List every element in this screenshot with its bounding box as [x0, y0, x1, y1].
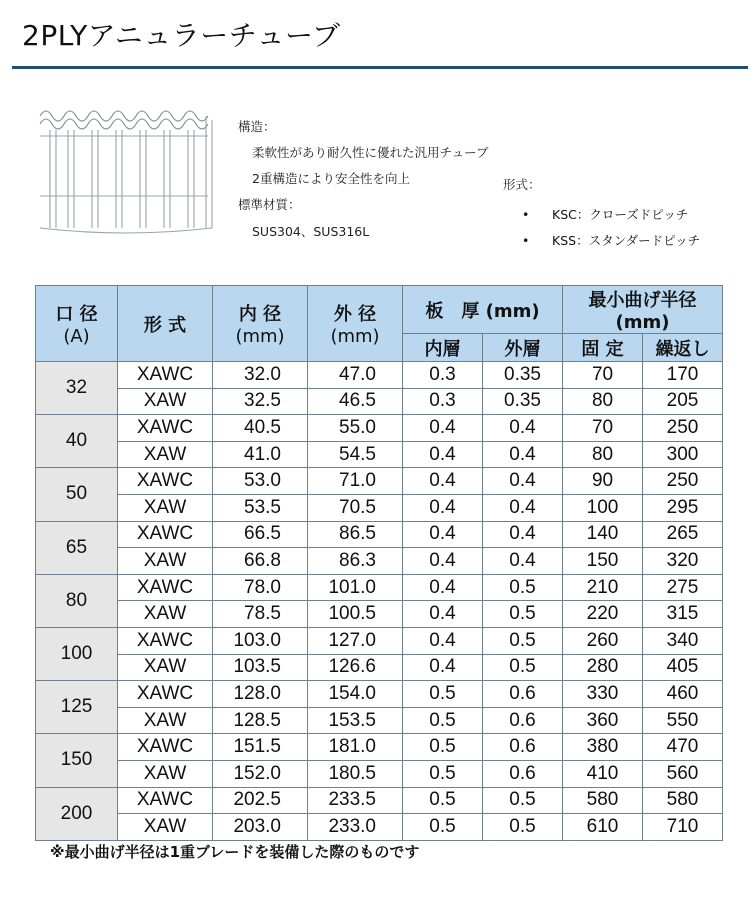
cell-bend-fixed: 210: [563, 574, 643, 601]
cell-inner-diameter: 152.0: [213, 760, 308, 787]
cell-size: 200: [36, 787, 118, 840]
cell-inner-diameter: 128.5: [213, 707, 308, 734]
type-item-text: KSC：クローズドピッチ: [552, 207, 689, 222]
cell-outer-diameter: 127.0: [308, 627, 403, 654]
cell-outer-diameter: 46.5: [308, 388, 403, 415]
cell-inner-diameter: 103.5: [213, 654, 308, 681]
cell-inner-diameter: 78.5: [213, 601, 308, 628]
header-outer-diameter: [308, 286, 403, 362]
cell-bend-repeat: 205: [643, 388, 723, 415]
cell-bend-fixed: 610: [563, 814, 643, 841]
cell-size: 100: [36, 627, 118, 680]
cell-inner-diameter: 41.0: [213, 441, 308, 468]
cell-bend-repeat: 265: [643, 521, 723, 548]
cell-thickness-outer: 0.35: [483, 362, 563, 389]
cell-type: XAWC: [118, 468, 213, 495]
header-bend-repeat: 繰返し: [643, 334, 723, 362]
cell-bend-repeat: 320: [643, 548, 723, 575]
cell-bend-fixed: 280: [563, 654, 643, 681]
cell-thickness-outer: 0.4: [483, 468, 563, 495]
cell-inner-diameter: 32.5: [213, 388, 308, 415]
cell-type: XAW: [118, 654, 213, 681]
cell-thickness-inner: 0.4: [403, 441, 483, 468]
cell-type: XAW: [118, 548, 213, 575]
cell-outer-diameter: 70.5: [308, 494, 403, 521]
cell-inner-diameter: 40.5: [213, 415, 308, 442]
cell-outer-diameter: 126.6: [308, 654, 403, 681]
type-item-text: KSS：スタンダードピッチ: [552, 233, 701, 248]
cell-thickness-inner: 0.4: [403, 468, 483, 495]
cell-bend-fixed: 330: [563, 681, 643, 708]
spec-table: [35, 285, 723, 841]
cell-outer-diameter: 181.0: [308, 734, 403, 761]
header-type: 形 式: [118, 286, 213, 362]
header-outer-diameter-label: 外 径: [333, 304, 377, 325]
type-item-ksc: [522, 205, 688, 223]
header-inner-diameter-unit: (mm): [235, 326, 285, 347]
cell-outer-diameter: 71.0: [308, 468, 403, 495]
cell-thickness-inner: 0.5: [403, 681, 483, 708]
cell-outer-diameter: 233.0: [308, 814, 403, 841]
table-row: [36, 681, 723, 708]
table-row: [36, 388, 723, 415]
cell-bend-repeat: 250: [643, 468, 723, 495]
cell-thickness-outer: 0.4: [483, 494, 563, 521]
table-row: [36, 548, 723, 575]
cell-bend-repeat: 250: [643, 415, 723, 442]
table-row: [36, 494, 723, 521]
cell-bend-repeat: 300: [643, 441, 723, 468]
cell-type: XAWC: [118, 521, 213, 548]
header-size: [36, 286, 118, 362]
table-row: [36, 468, 723, 495]
title-divider: [12, 66, 748, 69]
cell-thickness-inner: 0.4: [403, 601, 483, 628]
cell-bend-fixed: 80: [563, 441, 643, 468]
cell-thickness-outer: 0.5: [483, 627, 563, 654]
header-inner-diameter: [213, 286, 308, 362]
cell-type: XAWC: [118, 415, 213, 442]
cell-bend-repeat: 315: [643, 601, 723, 628]
cell-outer-diameter: 153.5: [308, 707, 403, 734]
cell-inner-diameter: 53.5: [213, 494, 308, 521]
cell-thickness-outer: 0.5: [483, 814, 563, 841]
table-row: [36, 654, 723, 681]
cell-thickness-outer: 0.35: [483, 388, 563, 415]
material-value: SUS304、SUS316L: [252, 224, 370, 239]
cell-thickness-inner: 0.4: [403, 415, 483, 442]
cell-thickness-outer: 0.4: [483, 521, 563, 548]
header-outer-diameter-unit: (mm): [330, 326, 380, 347]
cell-thickness-inner: 0.4: [403, 521, 483, 548]
cell-size: 125: [36, 681, 118, 734]
cell-thickness-inner: 0.4: [403, 494, 483, 521]
cell-type: XAW: [118, 760, 213, 787]
header-thickness-inner: 内層: [403, 334, 483, 362]
cell-outer-diameter: 47.0: [308, 362, 403, 389]
cell-thickness-outer: 0.4: [483, 548, 563, 575]
header-size-unit: (A): [63, 326, 90, 347]
cell-thickness-inner: 0.5: [403, 787, 483, 814]
page-title: 2PLYアニュラーチューブ: [22, 19, 341, 52]
cell-inner-diameter: 203.0: [213, 814, 308, 841]
material-label: 標準材質：: [238, 197, 301, 212]
table-row: [36, 627, 723, 654]
bullet-icon: •: [522, 207, 530, 222]
cell-type: XAW: [118, 388, 213, 415]
cell-thickness-outer: 0.4: [483, 415, 563, 442]
cell-type: XAWC: [118, 734, 213, 761]
cell-size: 50: [36, 468, 118, 521]
header-size-label: 口 径: [55, 304, 98, 325]
header-thickness: 板 厚 (mm): [403, 286, 563, 334]
cell-type: XAWC: [118, 787, 213, 814]
cell-bend-repeat: 295: [643, 494, 723, 521]
cell-type: XAWC: [118, 681, 213, 708]
cell-outer-diameter: 101.0: [308, 574, 403, 601]
cell-outer-diameter: 154.0: [308, 681, 403, 708]
cell-type: XAWC: [118, 574, 213, 601]
cell-bend-fixed: 80: [563, 388, 643, 415]
cell-bend-repeat: 470: [643, 734, 723, 761]
cell-thickness-outer: 0.6: [483, 707, 563, 734]
cell-outer-diameter: 55.0: [308, 415, 403, 442]
cell-thickness-outer: 0.5: [483, 654, 563, 681]
cell-bend-repeat: 170: [643, 362, 723, 389]
cell-type: XAW: [118, 814, 213, 841]
cell-thickness-outer: 0.6: [483, 760, 563, 787]
table-row: [36, 574, 723, 601]
cell-thickness-outer: 0.4: [483, 441, 563, 468]
cell-bend-repeat: 550: [643, 707, 723, 734]
cell-size: 40: [36, 415, 118, 468]
cell-thickness-inner: 0.5: [403, 734, 483, 761]
cell-thickness-inner: 0.4: [403, 654, 483, 681]
cell-inner-diameter: 128.0: [213, 681, 308, 708]
table-row: [36, 601, 723, 628]
cell-type: XAW: [118, 441, 213, 468]
tube-illustration: [38, 100, 216, 240]
cell-thickness-inner: 0.5: [403, 760, 483, 787]
cell-bend-repeat: 560: [643, 760, 723, 787]
cell-inner-diameter: 32.0: [213, 362, 308, 389]
cell-size: 80: [36, 574, 118, 627]
cell-bend-repeat: 275: [643, 574, 723, 601]
cell-bend-fixed: 140: [563, 521, 643, 548]
cell-outer-diameter: 86.5: [308, 521, 403, 548]
cell-inner-diameter: 66.8: [213, 548, 308, 575]
cell-thickness-outer: 0.6: [483, 734, 563, 761]
cell-bend-fixed: 410: [563, 760, 643, 787]
table-row: [36, 734, 723, 761]
cell-bend-fixed: 150: [563, 548, 643, 575]
type-item-kss: [522, 231, 700, 249]
cell-inner-diameter: 202.5: [213, 787, 308, 814]
cell-type: XAWC: [118, 627, 213, 654]
cell-outer-diameter: 54.5: [308, 441, 403, 468]
cell-size: 32: [36, 362, 118, 415]
cell-thickness-inner: 0.5: [403, 707, 483, 734]
header-inner-diameter-label: 内 径: [238, 304, 282, 325]
cell-bend-repeat: 460: [643, 681, 723, 708]
cell-thickness-outer: 0.5: [483, 601, 563, 628]
cell-thickness-outer: 0.5: [483, 787, 563, 814]
table-row: [36, 787, 723, 814]
cell-thickness-inner: 0.5: [403, 814, 483, 841]
header-thickness-outer: 外層: [483, 334, 563, 362]
cell-bend-fixed: 90: [563, 468, 643, 495]
cell-inner-diameter: 103.0: [213, 627, 308, 654]
structure-line-2: 2重構造により安全性を向上: [252, 171, 410, 186]
cell-bend-repeat: 580: [643, 787, 723, 814]
table-row: [36, 521, 723, 548]
cell-type: XAW: [118, 707, 213, 734]
cell-bend-fixed: 70: [563, 415, 643, 442]
table-row: [36, 707, 723, 734]
header-bend-fixed: 固 定: [563, 334, 643, 362]
cell-bend-repeat: 405: [643, 654, 723, 681]
cell-inner-diameter: 66.5: [213, 521, 308, 548]
table-row: [36, 441, 723, 468]
cell-size: 65: [36, 521, 118, 574]
type-label: 形式：: [503, 177, 541, 192]
cell-thickness-inner: 0.3: [403, 388, 483, 415]
cell-bend-repeat: 710: [643, 814, 723, 841]
cell-outer-diameter: 86.3: [308, 548, 403, 575]
structure-label: 構造：: [238, 119, 276, 134]
cell-type: XAW: [118, 494, 213, 521]
cell-thickness-inner: 0.3: [403, 362, 483, 389]
table-row: [36, 760, 723, 787]
cell-inner-diameter: 53.0: [213, 468, 308, 495]
table-row: [36, 415, 723, 442]
cell-bend-fixed: 70: [563, 362, 643, 389]
table-row: [36, 814, 723, 841]
cell-thickness-inner: 0.4: [403, 548, 483, 575]
table-row: [36, 362, 723, 389]
cell-size: 150: [36, 734, 118, 787]
structure-line-1: 柔軟性があり耐久性に優れた汎用チューブ: [252, 145, 489, 160]
cell-thickness-outer: 0.6: [483, 681, 563, 708]
cell-bend-fixed: 380: [563, 734, 643, 761]
cell-inner-diameter: 151.5: [213, 734, 308, 761]
header-bend-radius: 最小曲げ半径 (mm): [563, 286, 723, 334]
spec-table-body: [36, 362, 723, 841]
footnote: ※最小曲げ半径は1重ブレードを装備した際のものです: [50, 843, 420, 861]
cell-bend-fixed: 580: [563, 787, 643, 814]
cell-outer-diameter: 180.5: [308, 760, 403, 787]
bullet-icon: •: [522, 233, 530, 248]
cell-bend-fixed: 100: [563, 494, 643, 521]
cell-inner-diameter: 78.0: [213, 574, 308, 601]
cell-thickness-outer: 0.5: [483, 574, 563, 601]
cell-thickness-inner: 0.4: [403, 627, 483, 654]
cell-outer-diameter: 233.5: [308, 787, 403, 814]
cell-bend-fixed: 360: [563, 707, 643, 734]
cell-bend-fixed: 220: [563, 601, 643, 628]
cell-thickness-inner: 0.4: [403, 574, 483, 601]
cell-type: XAW: [118, 601, 213, 628]
cell-type: XAWC: [118, 362, 213, 389]
cell-bend-fixed: 260: [563, 627, 643, 654]
cell-outer-diameter: 100.5: [308, 601, 403, 628]
cell-bend-repeat: 340: [643, 627, 723, 654]
